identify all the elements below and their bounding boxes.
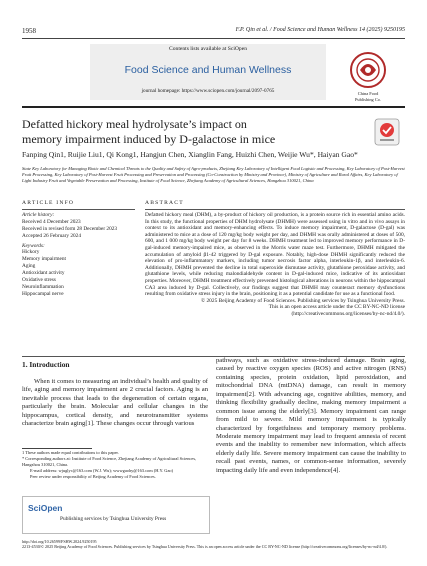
contents-line: Contents lists available at SciOpen [169,46,247,52]
intro-paragraph-left: When it comes to measuring an individual’s health and quality of life, aging and memory impairment are 2 crucial factors. Aging is an inevitable process that leads to the degeneration of certain organs, particularly the brain. Molecular and cellular changes in the hippocampus, cortical density, and neurotransmitter systems characterize brain aging[1]. These changes occur through various [22,378,208,428]
abstract-rule [145,209,405,210]
keyword-item: Hippocampal nerve [22,290,64,297]
doi-block: http://doi.org/10.26599/FSHW.2024.9250195 2213-4530/© 2025 Beijing Academy of Food Sciences. Publishing services by Tsinghua University Press. This is an open access article under the CC BY-NC-ND license (http://creativecommons.org/licenses/by-nc-nd/4.0/). [22,539,412,550]
running-citation: F.P. Qin et al. / Food Science and Human Wellness 14 (2025) 9250195 [235,27,405,33]
page-number: 1958 [22,27,36,35]
intro-paragraph-right: pathways, such as oxidative stress-induced damage. Brain aging, caused by reactive oxygen species (ROS) and active nitrogen (RNS) containing species, protein oxidation, lipid peroxidation, and mitochondrial DNA (mtDNA) damage, can result in memory impairment[2]. With advancing age, cognitive abilities, memory, and thinking flexibility gradually decline, making memory impairment a common issue among the elderly[3]. Memory impairment can range from mild to severe. Mild memory impairment is typically characterized by forgetfulness and temporary memory problems. Moderate memory impairment may lead to frequent amnesia of recent events and the inability to remember new information, which affects elderly daily life. Severe memory impairment can cause the inability to recall past events, names, or common-sense information, severely impacting daily life and even independence[4]. [216,357,406,474]
article-info: Article history: Received 4 December 2023 Received in revised form 28 December 2023 Accepted 26 February 2024 Keywords: Hickory Memory impairment Aging Antioxidant activity Oxidative stress Neuroinflammation Hippocampal nerve [22,212,137,298]
intro-heading: 1. Introduction [22,360,70,369]
keyword-item: Memory impairment [22,256,66,263]
article-title: Defatted hickory meal hydrolysate’s impact on memory impairment induced by D-galactose in mice [22,117,276,146]
publisher-name: China Food Publishing Co. [354,91,382,102]
author-list: Fanping Qin1, Ruijie Liu1, Qi Kong1, Hangjun Chen, Xianglin Fang, Huizhi Chen, Weijie Wu*, Haiyan Gao* [22,150,358,159]
affiliation: State Key Laboratory for Managing Biotic and Chemical Threats to the Quality and Safety of Agro-products, Zhejiang Key Laboratory of Intelligent Food Logistic and Processing, Key Laboratory of Post-Harvest Fruit Processing, Key Laboratory of Post-Harvest Fruit Processing and Preservation and Processing (Co-Construction by Ministry and Province), Ministry of Agriculture and Rural Affairs, Key Laboratory of Light Industry Fruit and Vegetable Preservation and Processing, Institute of Food Science, Zhejiang Academy of Agricultural Sciences, Hangzhou 310021, China [22,166,405,183]
journal-homepage: journal homepage: https://www.sciopen.com/journal/2097-0765 [141,88,275,94]
keyword-item: Antioxidant activity [22,270,65,276]
footnote-rule [22,448,92,449]
publishing-services: Publishing services by Tsinghua University Press [60,516,167,522]
keyword-item: Aging [22,263,36,270]
sciopen-banner [22,496,210,534]
keyword-item: Neuroinflammation [22,283,64,290]
info-rule [22,209,135,210]
publisher-logo [340,50,396,90]
footnotes: 1 These authors made equal contributions to this paper. * Corresponding authors at: Institute of Food Science, Zhejiang Academy of Agricultural Sciences, Hangzhou 310021, China. E-mail address: wjuglyc@163.com (W.J. Wu); wwwgaohy@163.com (H.Y. Gao) Peer review under responsibility of Beijing Academy of Food Sciences. [22,450,197,479]
doi-link[interactable]: http://doi.org/10.26599/FSHW.2024.9250195 [22,539,97,544]
keyword-item: Oxidative stress [22,276,56,283]
abstract-heading: ABSTRACT [145,200,184,206]
keyword-list [22,249,137,297]
article-info-heading: ARTICLE INFO [22,200,75,206]
keyword-item: Hickory [22,249,40,256]
check-for-updates-icon[interactable] [372,117,402,147]
title-rule [22,106,405,108]
sciopen-logo: SciOpen [28,503,63,513]
header-rule [22,38,405,39]
journal-title: Food Science and Human Wellness [124,64,292,76]
abstract-body: Defatted hickory meal (DHM), a by-product of hickory oil production, is a protein source rich in essential amino acids. In this study, the functional properties of DHM hydrolysate (DHMH) were assessed using in vitro and in vivo assays in context to its antioxidant and memory-enhancing effects. To induce memory impairment, D-galactose (D-gal) was administered to mice at a dose of 120 mg/kg body weight per day, and DHMH was orally administered at doses of 500, 600, and 1 000 mg/kg body weight per day for 8 weeks. DHMH treatment led to improved memory performance in D-gal-induced memory-impaired mice, as observed in the Morris water maze test. Furthermore, DHMH mitigated the accumulation of amyloid β1-42 triggered by D-gal exposure. Notably, high-dose DHMH significantly reduced the elevation of pro-inflammatory markers, including tumor necrosis factor alpha, interleukin-1β, and interleukin-6. Additionally, DHMH prevented the decline in total superoxide dismutase activity, glutathione peroxidase activity, and glutathione levels, while reducing malondialdehyde content in D-gal-induced mice, indicative of its antioxidant properties. Moreover, DHMH treatment effectively prevented histological alterations in neurons within the hippocampal CA3 area induced by D-gal. Collectively, our findings suggest that DHMH may counteract memory dysfunctions resulting from oxidative stress injury in the brain, positioning it as a potential candidate for use as a functional food. © 2025 Beijing Academy of Food Sciences. Publishing services by Tsinghua University Press. This is an open access article under the CC BY-NC-ND license (http://creativecommons.org/licenses/by-nc-nd/4.0/). [145,212,405,317]
